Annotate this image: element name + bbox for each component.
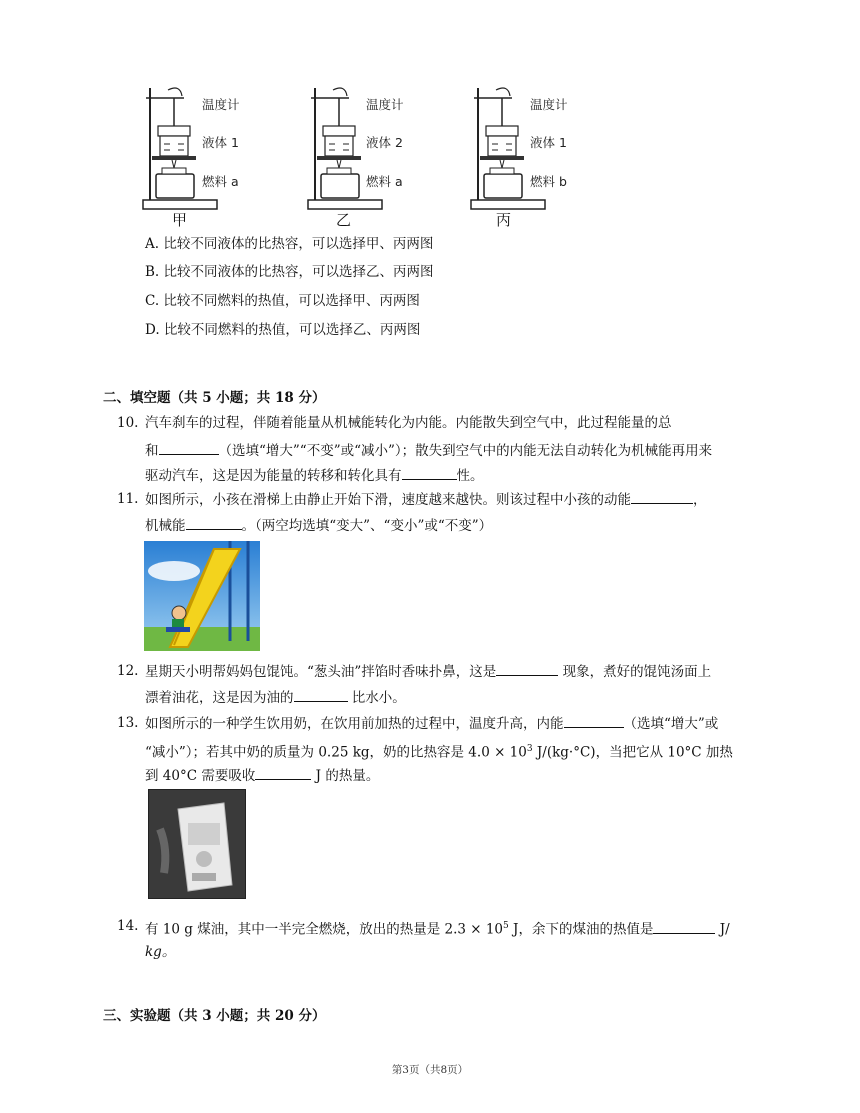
slide-picture — [144, 541, 260, 651]
fuel-label: 燃料 a — [366, 174, 403, 189]
option-b: B. 比较不同液体的比热容，可以选择乙、丙两图 — [145, 264, 434, 280]
answer-blank[interactable] — [631, 489, 693, 504]
answer-blank[interactable] — [294, 687, 348, 702]
question-14 — [0, 916, 860, 964]
question-11 — [0, 489, 860, 537]
thermometer-label: 温度计 — [530, 97, 568, 112]
page-footer: 第3页（共8页） — [391, 1064, 469, 1076]
question-number: 14. — [117, 918, 139, 934]
question-line: 有 10 g 煤油，其中一半完全燃烧，放出的热量是 $2.3 \times 10^5$ J，余下的煤油的热值是 J/ — [145, 916, 730, 940]
liquid-label: 液体 1 — [202, 135, 239, 150]
figure-apparatus-1 — [140, 84, 260, 214]
question-number: 10. — [117, 415, 139, 431]
slide-illustration — [144, 541, 260, 651]
question-line: 驱动汽车，这是因为能量的转移和转化具有 性。 — [145, 465, 484, 486]
question-line: 星期天小明帮妈妈包馄饨。“葱头油”拌馅时香味扑鼻，这是 现象，煮好的馄饨汤面上 — [145, 661, 711, 682]
figure-caption: 丙 — [496, 211, 512, 229]
question-13 — [0, 713, 860, 785]
figure-caption: 甲 — [172, 211, 188, 229]
question-12 — [0, 661, 860, 709]
answer-blank[interactable] — [255, 765, 311, 780]
question-line: 到 40°C 需要吸收 J 的热量。 — [145, 765, 379, 786]
answer-blank[interactable] — [653, 919, 715, 934]
question-line: 和 （选填“增大”“不变”或“减小”）；散失到空气中的内能无法自动转化为机械能再用来 — [145, 440, 712, 461]
question-line: 如图所示，小孩在滑梯上由静止开始下滑，速度越来越快。则该过程中小孩的动能 ， — [145, 489, 707, 510]
question-number: 12. — [117, 663, 139, 679]
option-a: A. 比较不同液体的比热容，可以选择甲、丙两图 — [145, 236, 434, 252]
section-title: 三、实验题（共 3 小题；共 20 分） — [103, 1008, 326, 1024]
answer-blank[interactable] — [402, 465, 457, 480]
figure-apparatus-2 — [305, 84, 425, 214]
option-d: D. 比较不同燃料的热值，可以选择乙、丙两图 — [145, 322, 421, 338]
answer-blank[interactable] — [159, 440, 219, 455]
figure-apparatus-3 — [468, 84, 588, 214]
question-line: 漂着油花，这是因为油的 比水小。 — [145, 687, 406, 708]
answer-blank[interactable] — [496, 661, 558, 676]
question-line: “减小”）；若其中奶的质量为 0.25 kg，奶的比热容是 $4.0 \times 10^3$ J/(kg·°C)，当把它从 10°C 加热 — [145, 744, 733, 761]
liquid-label: 液体 1 — [530, 135, 567, 150]
milk-picture — [148, 789, 246, 899]
fuel-label: 燃料 a — [202, 174, 239, 189]
option-c: C. 比较不同燃料的热值，可以选择甲、丙两图 — [145, 293, 420, 309]
fuel-label: 燃料 b — [530, 174, 567, 189]
milk-photo — [148, 789, 246, 899]
figure-caption: 乙 — [336, 211, 352, 229]
question-number: 11. — [117, 491, 139, 507]
answer-blank[interactable] — [564, 713, 624, 728]
question-line: 如图所示的一种学生饮用奶，在饮用前加热的过程中，温度升高，内能 （选填“增大”或 — [145, 713, 718, 734]
liquid-label: 液体 2 — [366, 135, 403, 150]
question-line: kg。 — [145, 944, 176, 960]
section-title: 二、填空题（共 5 小题；共 18 分） — [103, 390, 326, 406]
thermometer-label: 温度计 — [202, 97, 240, 112]
question-number: 13. — [117, 715, 139, 731]
thermometer-label: 温度计 — [366, 97, 404, 112]
question-line: 汽车刹车的过程，伴随着能量从机械能转化为内能。内能散失到空气中，此过程能量的总 — [145, 415, 672, 431]
question-10 — [0, 413, 860, 485]
answer-blank[interactable] — [186, 515, 242, 530]
question-line: 机械能 。（两空均选填“变大”、“变小”或“不变”） — [145, 515, 492, 536]
